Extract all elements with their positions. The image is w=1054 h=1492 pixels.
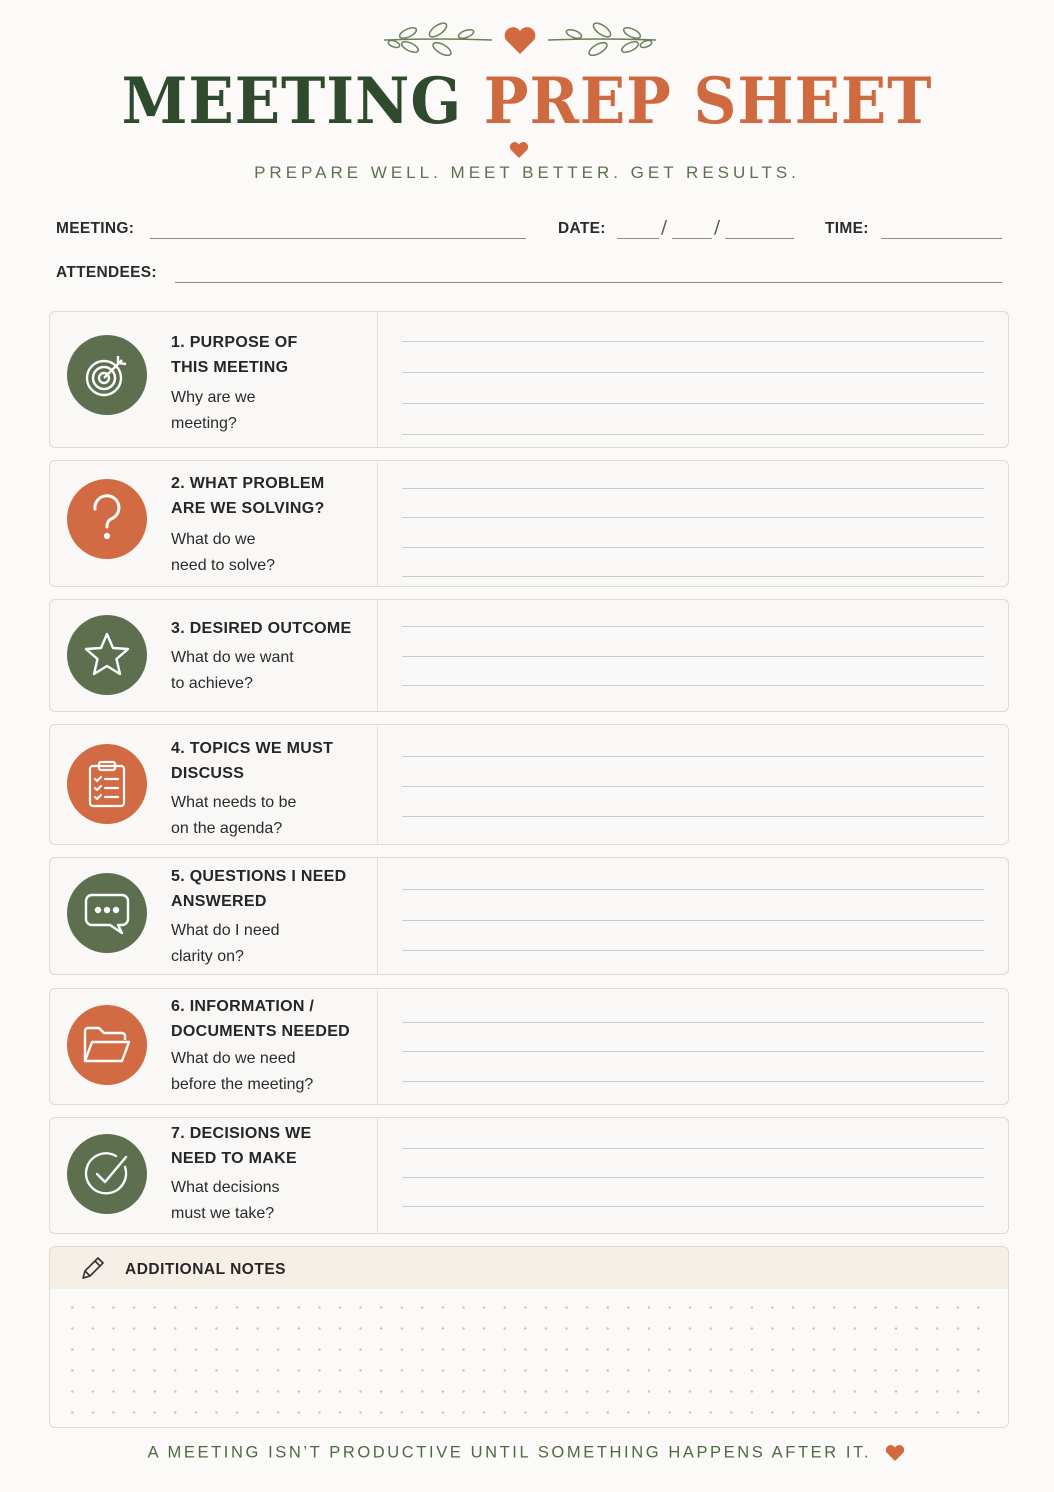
time-label: TIME: — [825, 220, 869, 237]
writing-line[interactable] — [402, 372, 984, 373]
card-divider — [377, 1118, 378, 1233]
folder-icon — [67, 1005, 147, 1085]
section-heading — [171, 864, 371, 914]
card-divider — [377, 461, 378, 586]
date-separator: / — [661, 217, 668, 238]
heading-line: NEED TO MAKE — [171, 1150, 297, 1167]
section-decisions — [49, 1117, 1009, 1234]
heart-icon — [884, 1443, 906, 1463]
writing-line[interactable] — [402, 1148, 984, 1149]
writing-line[interactable] — [402, 685, 984, 686]
heading-line: 7. DECISIONS WE — [171, 1125, 312, 1142]
section-prompt — [171, 1046, 371, 1098]
heading-line: 1. PURPOSE OF — [171, 334, 298, 351]
section-questions — [49, 857, 1009, 975]
section-heading — [171, 330, 371, 380]
time-field[interactable] — [881, 238, 1002, 239]
dot-grid-notes-area[interactable] — [62, 1297, 996, 1421]
writing-line[interactable] — [402, 1081, 984, 1082]
writing-line[interactable] — [402, 816, 984, 817]
section-heading — [171, 1121, 371, 1171]
writing-line[interactable] — [402, 920, 984, 921]
section-heading — [171, 994, 371, 1044]
heart-icon — [508, 140, 530, 160]
prompt-line: What do I need — [171, 922, 280, 939]
prompt-line: What do we need — [171, 1050, 296, 1067]
writing-line[interactable] — [402, 547, 984, 548]
prompt-line: to achieve? — [171, 675, 253, 692]
writing-line[interactable] — [402, 341, 984, 342]
heading-line: 3. DESIRED OUTCOME — [171, 620, 352, 637]
heading-line: DISCUSS — [171, 765, 245, 782]
section-prompt — [171, 385, 371, 437]
writing-line[interactable] — [402, 756, 984, 757]
heading-line: 4. TOPICS WE MUST — [171, 740, 334, 757]
prompt-line: What do we — [171, 531, 256, 548]
additional-notes-section — [49, 1246, 1009, 1428]
prompt-line: What needs to be — [171, 794, 297, 811]
section-heading — [171, 471, 371, 521]
section-prompt — [171, 527, 371, 579]
title-part-1: MEETING — [121, 64, 463, 139]
heading-line: 5. QUESTIONS I NEED — [171, 868, 347, 885]
section-outcome — [49, 599, 1009, 712]
heading-line: THIS MEETING — [171, 359, 289, 376]
card-divider — [377, 989, 378, 1104]
footer-quote — [0, 1443, 1054, 1463]
date-separator: / — [714, 217, 721, 238]
vine-heart-ornament-icon — [380, 18, 660, 66]
writing-line[interactable] — [402, 434, 984, 435]
notes-label: ADDITIONAL NOTES — [125, 1261, 286, 1278]
heading-line: ARE WE SOLVING? — [171, 500, 325, 517]
prompt-line: must we take? — [171, 1205, 275, 1222]
section-problem — [49, 460, 1009, 587]
chat-bubble-icon — [67, 873, 147, 953]
section-heading — [171, 616, 371, 641]
heading-line: 2. WHAT PROBLEM — [171, 475, 325, 492]
date-label: DATE: — [558, 220, 606, 237]
pencil-icon — [78, 1255, 106, 1283]
section-documents — [49, 988, 1009, 1105]
section-prompt — [171, 645, 371, 697]
section-prompt — [171, 790, 371, 842]
writing-line[interactable] — [402, 1022, 984, 1023]
date-month-field[interactable] — [617, 238, 659, 239]
prompt-line: Why are we — [171, 389, 256, 406]
question-icon — [67, 479, 147, 559]
check-circle-icon — [67, 1134, 147, 1214]
writing-line[interactable] — [402, 626, 984, 627]
writing-line[interactable] — [402, 889, 984, 890]
prompt-line: What decisions — [171, 1179, 280, 1196]
writing-line[interactable] — [402, 1051, 984, 1052]
writing-line[interactable] — [402, 488, 984, 489]
prompt-line: on the agenda? — [171, 820, 283, 837]
title-part-2: PREP SHEET — [483, 64, 933, 139]
writing-line[interactable] — [402, 950, 984, 951]
section-purpose — [49, 311, 1009, 448]
card-divider — [377, 312, 378, 447]
writing-line[interactable] — [402, 1206, 984, 1207]
section-prompt — [171, 1175, 371, 1227]
footer-text: A MEETING ISN’T PRODUCTIVE UNTIL SOMETHING HAPPENS AFTER IT. — [147, 1443, 872, 1462]
heading-line: ANSWERED — [171, 893, 267, 910]
tagline: PREPARE WELL. MEET BETTER. GET RESULTS. — [254, 163, 800, 182]
prompt-line: need to solve? — [171, 557, 276, 574]
writing-line[interactable] — [402, 786, 984, 787]
card-divider — [377, 858, 378, 974]
star-icon — [67, 615, 147, 695]
section-topics — [49, 724, 1009, 845]
meeting-field[interactable] — [150, 238, 526, 239]
meeting-label: MEETING: — [56, 220, 135, 237]
section-prompt — [171, 918, 371, 970]
prompt-line: clarity on? — [171, 948, 244, 965]
date-year-field[interactable] — [725, 238, 794, 239]
prompt-line: What do we want — [171, 649, 294, 666]
heading-line: 6. INFORMATION / — [171, 998, 315, 1015]
section-heading — [171, 736, 371, 786]
prompt-line: meeting? — [171, 415, 237, 432]
attendees-field[interactable] — [175, 282, 1002, 283]
writing-line[interactable] — [402, 403, 984, 404]
clipboard-checklist-icon — [67, 744, 147, 824]
target-icon — [67, 335, 147, 415]
card-divider — [377, 600, 378, 711]
heading-line: DOCUMENTS NEEDED — [171, 1023, 351, 1040]
card-divider — [377, 725, 378, 844]
writing-line[interactable] — [402, 656, 984, 657]
writing-line[interactable] — [402, 1177, 984, 1178]
prompt-line: before the meeting? — [171, 1076, 314, 1093]
page-title — [37, 64, 1017, 139]
writing-line[interactable] — [402, 576, 984, 577]
date-day-field[interactable] — [672, 238, 712, 239]
writing-line[interactable] — [402, 517, 984, 518]
attendees-label: ATTENDEES: — [56, 264, 157, 281]
